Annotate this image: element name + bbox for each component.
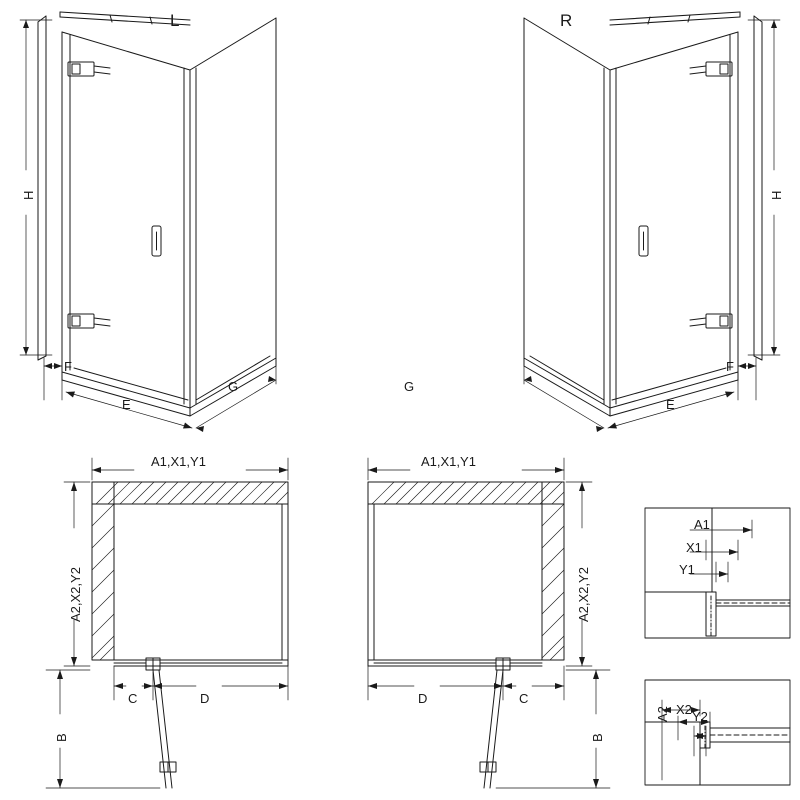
dimension-label-a2x2y2-right: A2,X2,Y2 — [576, 567, 591, 622]
dimension-label-b-left: B — [54, 733, 69, 742]
detail-label-y2: Y2 — [692, 709, 708, 724]
isometric-view-left — [20, 12, 276, 432]
detail-view-lower — [645, 680, 790, 785]
dimension-label-f-right: F — [726, 359, 734, 374]
dimension-label-g-right: G — [404, 379, 415, 394]
dimension-label-b-right: B — [590, 733, 605, 742]
dimension-label-d-left: D — [200, 691, 210, 706]
plan-view-left — [46, 458, 288, 788]
dimension-label-e-left: E — [122, 397, 131, 412]
dimension-label-d-right: D — [418, 691, 428, 706]
dimension-label-a1x1y1-left: A1,X1,Y1 — [151, 454, 206, 469]
dimension-label-c-right: C — [519, 691, 529, 706]
detail-view-upper — [645, 508, 790, 638]
dimension-label-h-left: H — [21, 190, 36, 200]
detail-label-a1: A1 — [694, 517, 710, 532]
detail-label-a2: A2 — [655, 706, 670, 722]
plan-view-right — [368, 458, 610, 788]
dimension-label-f-left: F — [64, 359, 72, 374]
dimension-label-h-right: H — [769, 190, 784, 200]
dimension-label-e-right: E — [666, 397, 675, 412]
detail-label-x2: X2 — [676, 702, 692, 717]
view-title-left: L — [170, 11, 180, 30]
dimension-label-a2x2y2-left: A2,X2,Y2 — [68, 567, 83, 622]
dimension-label-g-left: G — [228, 379, 239, 394]
isometric-view-right — [524, 12, 780, 432]
detail-label-x1: X1 — [686, 540, 702, 555]
dimension-label-a1x1y1-right: A1,X1,Y1 — [421, 454, 476, 469]
view-title-right: R — [560, 11, 573, 30]
dimension-label-c-left: C — [128, 691, 138, 706]
detail-label-y1: Y1 — [679, 562, 695, 577]
